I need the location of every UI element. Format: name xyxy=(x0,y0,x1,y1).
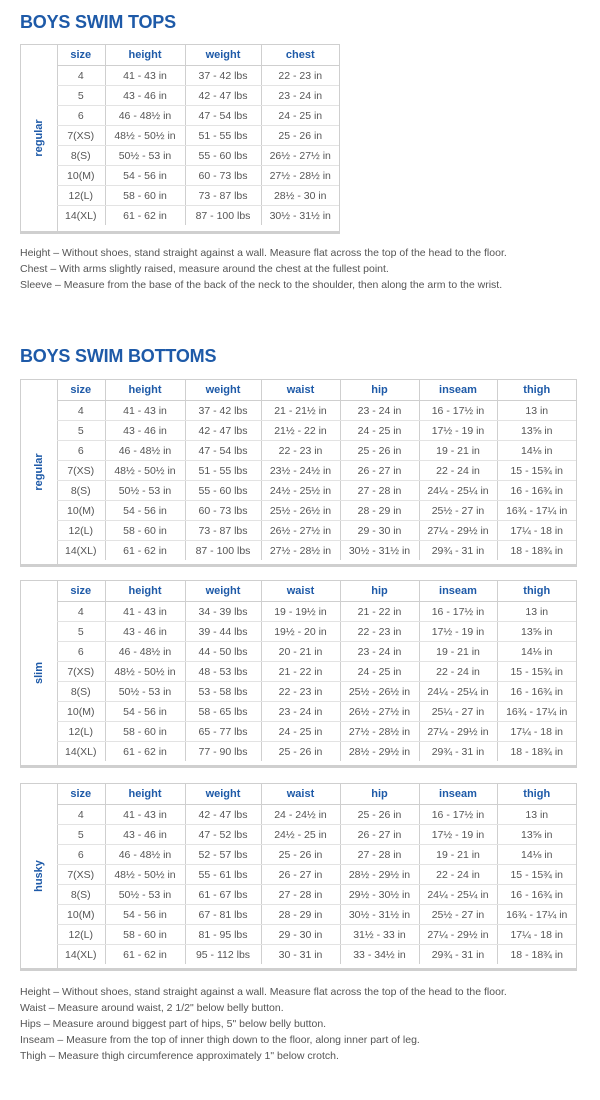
table-row xyxy=(57,206,339,226)
table-cell: 4 xyxy=(57,66,105,86)
table-cell: 29¾ - 31 in xyxy=(419,742,497,762)
table-cell: 44 - 50 lbs xyxy=(185,642,261,662)
table-cell: 25 - 26 in xyxy=(261,845,340,865)
table-cell: 16 - 17½ in xyxy=(419,805,497,825)
table-cell: 54 - 56 in xyxy=(105,905,185,925)
column-header-size: size xyxy=(57,581,105,602)
table-cell: 24 - 25 in xyxy=(340,421,419,441)
table-cell: 61 - 62 in xyxy=(105,945,185,965)
table-cell: 24 - 25 in xyxy=(340,662,419,682)
table-cell: 19 - 21 in xyxy=(419,642,497,662)
column-header-weight: weight xyxy=(185,380,261,401)
bottoms-measuring-notes xyxy=(20,984,507,1064)
table-cell: 13⅝ in xyxy=(497,622,576,642)
table-cell: 17½ - 19 in xyxy=(419,421,497,441)
table-cell: 23½ - 24½ in xyxy=(261,461,340,481)
table-cell: 26½ - 27½ in xyxy=(261,521,340,541)
table-cell: 31½ - 33 in xyxy=(340,925,419,945)
table-cell: 16 - 16¾ in xyxy=(497,481,576,501)
fit-label: slim xyxy=(33,661,45,685)
table-cell: 19 - 19½ in xyxy=(261,602,340,622)
table-row xyxy=(57,146,339,166)
table-cell: 27¼ - 29½ in xyxy=(419,925,497,945)
measuring-note: Sleeve – Measure from the base of the back of the neck to the shoulder, then along the arm to the wrist. xyxy=(20,279,503,291)
table-cell: 16¾ - 17¼ in xyxy=(497,501,576,521)
column-header-thigh: thigh xyxy=(497,581,576,602)
table-cell: 16 - 16¾ in xyxy=(497,885,576,905)
table-cell: 43 - 46 in xyxy=(105,421,185,441)
fit-label: husky xyxy=(33,860,45,892)
table-cell: 53 - 58 lbs xyxy=(185,682,261,702)
column-header-hip: hip xyxy=(340,784,419,805)
table-cell: 17¼ - 18 in xyxy=(497,722,576,742)
fit-label: regular xyxy=(33,453,45,491)
table-cell: 25 - 26 in xyxy=(340,805,419,825)
table-cell: 22 - 23 in xyxy=(340,622,419,642)
table-cell: 25 - 26 in xyxy=(340,441,419,461)
table-cell: 54 - 56 in xyxy=(105,702,185,722)
table-row xyxy=(57,86,339,106)
table-cell: 50½ - 53 in xyxy=(105,885,185,905)
table-cell: 16¾ - 17¼ in xyxy=(497,702,576,722)
table-row xyxy=(57,106,339,126)
table-cell: 50½ - 53 in xyxy=(105,146,185,166)
table-cell: 27½ - 28½ in xyxy=(261,166,339,186)
tops-measuring-notes xyxy=(20,245,507,293)
table-cell: 48½ - 50½ in xyxy=(105,865,185,885)
table-row xyxy=(57,925,576,945)
table-cell: 60 - 73 lbs xyxy=(185,501,261,521)
fit-label-column xyxy=(21,45,58,231)
table-cell: 12(L) xyxy=(57,186,105,206)
table-cell: 25½ - 27 in xyxy=(419,501,497,521)
table-cell: 65 - 77 lbs xyxy=(185,722,261,742)
column-header-height: height xyxy=(105,45,185,66)
table-cell: 50½ - 53 in xyxy=(105,682,185,702)
fit-label-column xyxy=(21,784,58,968)
table-row xyxy=(57,845,576,865)
measuring-note: Thigh – Measure thigh circumference approximately 1" below crotch. xyxy=(20,1050,339,1062)
measuring-note: Height – Without shoes, stand straight against a wall. Measure flat across the top of the head to the floor. xyxy=(20,247,507,259)
table-row xyxy=(57,401,576,421)
table-cell: 12(L) xyxy=(57,521,105,541)
table-cell: 73 - 87 lbs xyxy=(185,521,261,541)
column-header-hip: hip xyxy=(340,380,419,401)
table-cell: 28 - 29 in xyxy=(340,501,419,521)
table-cell: 46 - 48½ in xyxy=(105,845,185,865)
table-cell: 14(XL) xyxy=(57,541,105,561)
table-row xyxy=(57,682,576,702)
table-cell: 58 - 60 in xyxy=(105,722,185,742)
table-cell: 39 - 44 lbs xyxy=(185,622,261,642)
table-cell: 58 - 60 in xyxy=(105,186,185,206)
table-cell: 13 in xyxy=(497,401,576,421)
bottoms-husky-table xyxy=(20,783,577,971)
table-cell: 23 - 24 in xyxy=(340,642,419,662)
table-row xyxy=(57,825,576,845)
table-cell: 6 xyxy=(57,642,105,662)
table-cell: 27¼ - 29½ in xyxy=(419,722,497,742)
column-header-size: size xyxy=(57,380,105,401)
fit-label: regular xyxy=(33,119,45,157)
column-header-thigh: thigh xyxy=(497,784,576,805)
table-cell: 19 - 21 in xyxy=(419,845,497,865)
table-row xyxy=(57,186,339,206)
table-cell: 48½ - 50½ in xyxy=(105,461,185,481)
table-row xyxy=(57,461,576,481)
table-row xyxy=(57,441,576,461)
measuring-note: Waist – Measure around waist, 2 1/2" below belly button. xyxy=(20,1002,284,1014)
table-row xyxy=(57,742,576,762)
table-cell: 47 - 52 lbs xyxy=(185,825,261,845)
table-cell: 42 - 47 lbs xyxy=(185,86,261,106)
table-cell: 24 - 25 in xyxy=(261,106,339,126)
table-cell: 22 - 24 in xyxy=(419,461,497,481)
table-cell: 51 - 55 lbs xyxy=(185,126,261,146)
column-header-inseam: inseam xyxy=(419,581,497,602)
column-header-weight: weight xyxy=(185,784,261,805)
table-cell: 46 - 48½ in xyxy=(105,642,185,662)
table-cell: 10(M) xyxy=(57,905,105,925)
column-header-thigh: thigh xyxy=(497,380,576,401)
table-cell: 41 - 43 in xyxy=(105,401,185,421)
table-cell: 21 - 21½ in xyxy=(261,401,340,421)
table-cell: 58 - 65 lbs xyxy=(185,702,261,722)
table-cell: 61 - 62 in xyxy=(105,742,185,762)
table-cell: 52 - 57 lbs xyxy=(185,845,261,865)
table-cell: 30½ - 31½ in xyxy=(269,209,331,222)
table-cell: 25½ - 26½ in xyxy=(340,682,419,702)
table-cell: 18 - 18¾ in xyxy=(510,544,564,557)
table-cell: 14(XL) xyxy=(57,945,105,965)
table-cell: 19 - 21 in xyxy=(419,441,497,461)
table-cell: 41 - 43 in xyxy=(105,602,185,622)
table-cell: 33 - 34½ in xyxy=(340,945,419,965)
table-cell: 61 - 67 lbs xyxy=(185,885,261,905)
table-cell: 54 - 56 in xyxy=(105,501,185,521)
table-cell: 22 - 23 in xyxy=(261,441,340,461)
table-cell: 24 - 24½ in xyxy=(261,805,340,825)
table-cell: 4 xyxy=(57,401,105,421)
table-cell: 27½ - 28½ in xyxy=(261,541,340,561)
table-cell: 7(XS) xyxy=(57,662,105,682)
table-cell: 41 - 43 in xyxy=(105,805,185,825)
table-cell: 25 - 26 in xyxy=(261,742,340,762)
table-cell: 15 - 15¾ in xyxy=(497,865,576,885)
table-cell: 8(S) xyxy=(57,146,105,166)
table-cell: 16 - 16¾ in xyxy=(497,682,576,702)
table-cell: 37 - 42 lbs xyxy=(185,401,261,421)
table-cell: 47 - 54 lbs xyxy=(185,106,261,126)
table-cell: 54 - 56 in xyxy=(105,166,185,186)
fit-label-column xyxy=(21,581,58,765)
table-cell: 26 - 27 in xyxy=(340,461,419,481)
column-header-chest: chest xyxy=(261,45,339,66)
table-cell: 30½ - 31½ in xyxy=(340,541,419,561)
table-cell: 28½ - 29½ in xyxy=(340,865,419,885)
table-cell: 24¼ - 25¼ in xyxy=(419,682,497,702)
bottoms-slim-table xyxy=(20,580,577,768)
table-cell: 55 - 60 lbs xyxy=(185,481,261,501)
table-cell: 27 - 28 in xyxy=(340,845,419,865)
column-header-inseam: inseam xyxy=(419,784,497,805)
column-header-inseam: inseam xyxy=(419,380,497,401)
table-cell: 20 - 21 in xyxy=(261,642,340,662)
table-cell: 5 xyxy=(57,421,105,441)
measuring-note: Height – Without shoes, stand straight against a wall. Measure flat across the top of the head to the floor. xyxy=(20,986,507,998)
table-cell: 14(XL) xyxy=(57,742,105,762)
bottoms-table-regular xyxy=(57,380,576,560)
table-cell: 27½ - 28½ in xyxy=(340,722,419,742)
table-row xyxy=(57,865,576,885)
table-cell: 17¼ - 18 in xyxy=(497,521,576,541)
table-cell: 46 - 48½ in xyxy=(105,106,185,126)
table-row xyxy=(57,501,576,521)
table-cell: 21 - 22 in xyxy=(261,662,340,682)
table-cell: 60 - 73 lbs xyxy=(185,166,261,186)
table-cell: 23 - 24 in xyxy=(261,702,340,722)
table-cell: 61 - 62 in xyxy=(105,541,185,561)
table-cell: 13⅝ in xyxy=(497,825,576,845)
table-cell: 10(M) xyxy=(57,702,105,722)
table-cell: 18 - 18¾ in xyxy=(510,745,564,758)
table-cell: 28 - 29 in xyxy=(261,905,340,925)
table-cell: 51 - 55 lbs xyxy=(185,461,261,481)
table-cell: 24¼ - 25¼ in xyxy=(419,885,497,905)
table-cell: 7(XS) xyxy=(57,461,105,481)
bottoms-table-slim xyxy=(57,581,576,761)
table-cell: 27 - 28 in xyxy=(340,481,419,501)
table-cell: 23 - 24 in xyxy=(261,86,339,106)
table-cell: 61 - 62 in xyxy=(105,206,185,226)
table-cell: 29¾ - 31 in xyxy=(419,945,497,965)
table-cell: 15 - 15¾ in xyxy=(497,461,576,481)
table-cell: 27 - 28 in xyxy=(261,885,340,905)
table-cell: 14⅛ in xyxy=(497,441,576,461)
table-cell: 30½ - 31½ in xyxy=(340,905,419,925)
tops-size-table xyxy=(20,44,340,234)
table-cell: 7(XS) xyxy=(57,865,105,885)
table-cell: 42 - 47 lbs xyxy=(185,805,261,825)
table-row xyxy=(57,421,576,441)
table-row xyxy=(57,541,576,561)
table-row xyxy=(57,602,576,622)
tops-table xyxy=(57,45,339,225)
table-cell: 6 xyxy=(57,845,105,865)
table-cell: 46 - 48½ in xyxy=(105,441,185,461)
table-cell: 26 - 27 in xyxy=(261,865,340,885)
table-row xyxy=(57,805,576,825)
table-cell: 43 - 46 in xyxy=(105,825,185,845)
table-cell: 50½ - 53 in xyxy=(105,481,185,501)
table-cell: 29½ - 30½ in xyxy=(340,885,419,905)
table-row xyxy=(57,722,576,742)
tops-title: BOYS SWIM TOPS xyxy=(20,12,176,32)
table-row xyxy=(57,166,339,186)
table-cell: 77 - 90 lbs xyxy=(185,742,261,762)
table-cell: 25½ - 26½ in xyxy=(261,501,340,521)
table-row xyxy=(57,702,576,722)
measuring-note: Chest – With arms slightly raised, measure around the chest at the fullest point. xyxy=(20,263,389,275)
table-cell: 7(XS) xyxy=(57,126,105,146)
table-cell: 55 - 61 lbs xyxy=(185,865,261,885)
column-header-weight: weight xyxy=(185,581,261,602)
table-cell: 28½ - 29½ in xyxy=(340,742,419,762)
table-cell: 24½ - 25½ in xyxy=(261,481,340,501)
table-cell: 48½ - 50½ in xyxy=(105,126,185,146)
table-cell: 29¾ - 31 in xyxy=(419,541,497,561)
table-cell: 23 - 24 in xyxy=(340,401,419,421)
table-row xyxy=(57,905,576,925)
column-header-weight: weight xyxy=(185,45,261,66)
table-row xyxy=(57,622,576,642)
measuring-note: Hips – Measure around biggest part of hips, 5" below belly button. xyxy=(20,1018,327,1030)
table-cell: 10(M) xyxy=(57,501,105,521)
table-cell: 6 xyxy=(57,441,105,461)
table-cell: 29 - 30 in xyxy=(340,521,419,541)
table-cell: 29 - 30 in xyxy=(261,925,340,945)
table-cell: 8(S) xyxy=(57,682,105,702)
table-cell: 48½ - 50½ in xyxy=(105,662,185,682)
table-cell: 12(L) xyxy=(57,722,105,742)
table-cell: 14⅛ in xyxy=(497,642,576,662)
table-cell: 14(XL) xyxy=(57,206,105,226)
table-cell: 26½ - 27½ in xyxy=(261,146,339,166)
table-cell: 42 - 47 lbs xyxy=(185,421,261,441)
table-cell: 25¼ - 27 in xyxy=(419,702,497,722)
table-cell: 10(M) xyxy=(57,166,105,186)
table-cell: 22 - 24 in xyxy=(419,865,497,885)
table-cell: 58 - 60 in xyxy=(105,925,185,945)
table-cell: 34 - 39 lbs xyxy=(185,602,261,622)
table-cell: 17½ - 19 in xyxy=(419,825,497,845)
table-cell: 8(S) xyxy=(57,885,105,905)
table-cell: 73 - 87 lbs xyxy=(185,186,261,206)
table-cell: 22 - 23 in xyxy=(261,66,339,86)
table-cell: 24¼ - 25¼ in xyxy=(419,481,497,501)
column-header-height: height xyxy=(105,784,185,805)
column-header-size: size xyxy=(57,45,105,66)
column-header-height: height xyxy=(105,380,185,401)
table-cell: 22 - 24 in xyxy=(419,662,497,682)
table-cell: 16 - 17½ in xyxy=(419,401,497,421)
table-cell: 67 - 81 lbs xyxy=(185,905,261,925)
table-cell: 87 - 100 lbs xyxy=(185,206,261,226)
table-cell: 8(S) xyxy=(57,481,105,501)
table-row xyxy=(57,66,339,86)
measuring-note: Inseam – Measure from the top of inner thigh down to the floor, along inner part of leg. xyxy=(20,1034,420,1046)
table-cell: 43 - 46 in xyxy=(105,622,185,642)
table-cell: 27¼ - 29½ in xyxy=(419,521,497,541)
table-cell: 41 - 43 in xyxy=(105,66,185,86)
table-cell: 47 - 54 lbs xyxy=(185,441,261,461)
table-cell: 17¼ - 18 in xyxy=(497,925,576,945)
table-cell: 25½ - 27 in xyxy=(419,905,497,925)
table-row xyxy=(57,481,576,501)
column-header-waist: waist xyxy=(261,581,340,602)
table-cell: 30 - 31 in xyxy=(261,945,340,965)
table-cell: 21½ - 22 in xyxy=(261,421,340,441)
table-row xyxy=(57,126,339,146)
table-cell: 19½ - 20 in xyxy=(261,622,340,642)
table-cell: 4 xyxy=(57,602,105,622)
table-row xyxy=(57,662,576,682)
fit-label-column xyxy=(21,380,58,564)
table-cell: 37 - 42 lbs xyxy=(185,66,261,86)
table-cell: 4 xyxy=(57,805,105,825)
table-cell: 13 in xyxy=(497,602,576,622)
table-row xyxy=(57,945,576,965)
table-cell: 5 xyxy=(57,825,105,845)
table-cell: 24½ - 25 in xyxy=(261,825,340,845)
table-cell: 5 xyxy=(57,86,105,106)
table-cell: 55 - 60 lbs xyxy=(185,146,261,166)
table-cell: 18 - 18¾ in xyxy=(510,948,564,961)
table-cell: 24 - 25 in xyxy=(261,722,340,742)
table-cell: 22 - 23 in xyxy=(261,682,340,702)
table-cell: 6 xyxy=(57,106,105,126)
table-cell: 48 - 53 lbs xyxy=(185,662,261,682)
table-cell: 95 - 112 lbs xyxy=(185,945,261,965)
column-header-waist: waist xyxy=(261,784,340,805)
bottoms-regular-table xyxy=(20,379,577,567)
table-cell: 13⅝ in xyxy=(497,421,576,441)
table-cell: 12(L) xyxy=(57,925,105,945)
table-cell: 25 - 26 in xyxy=(261,126,339,146)
table-cell: 58 - 60 in xyxy=(105,521,185,541)
table-cell: 13 in xyxy=(497,805,576,825)
table-row xyxy=(57,642,576,662)
table-cell: 43 - 46 in xyxy=(105,86,185,106)
column-header-hip: hip xyxy=(340,581,419,602)
table-cell: 81 - 95 lbs xyxy=(185,925,261,945)
table-cell: 21 - 22 in xyxy=(340,602,419,622)
table-cell: 87 - 100 lbs xyxy=(185,541,261,561)
table-row xyxy=(57,521,576,541)
table-cell: 16¾ - 17¼ in xyxy=(497,905,576,925)
table-cell: 5 xyxy=(57,622,105,642)
column-header-height: height xyxy=(105,581,185,602)
table-cell: 15 - 15¾ in xyxy=(497,662,576,682)
table-cell: 14⅛ in xyxy=(497,845,576,865)
column-header-waist: waist xyxy=(261,380,340,401)
table-cell: 16 - 17½ in xyxy=(419,602,497,622)
bottoms-title: BOYS SWIM BOTTOMS xyxy=(20,346,217,366)
table-cell: 17½ - 19 in xyxy=(419,622,497,642)
table-cell: 28½ - 30 in xyxy=(261,186,339,206)
bottoms-table-husky xyxy=(57,784,576,964)
column-header-size: size xyxy=(57,784,105,805)
table-cell: 26½ - 27½ in xyxy=(340,702,419,722)
table-cell: 26 - 27 in xyxy=(340,825,419,845)
table-row xyxy=(57,885,576,905)
